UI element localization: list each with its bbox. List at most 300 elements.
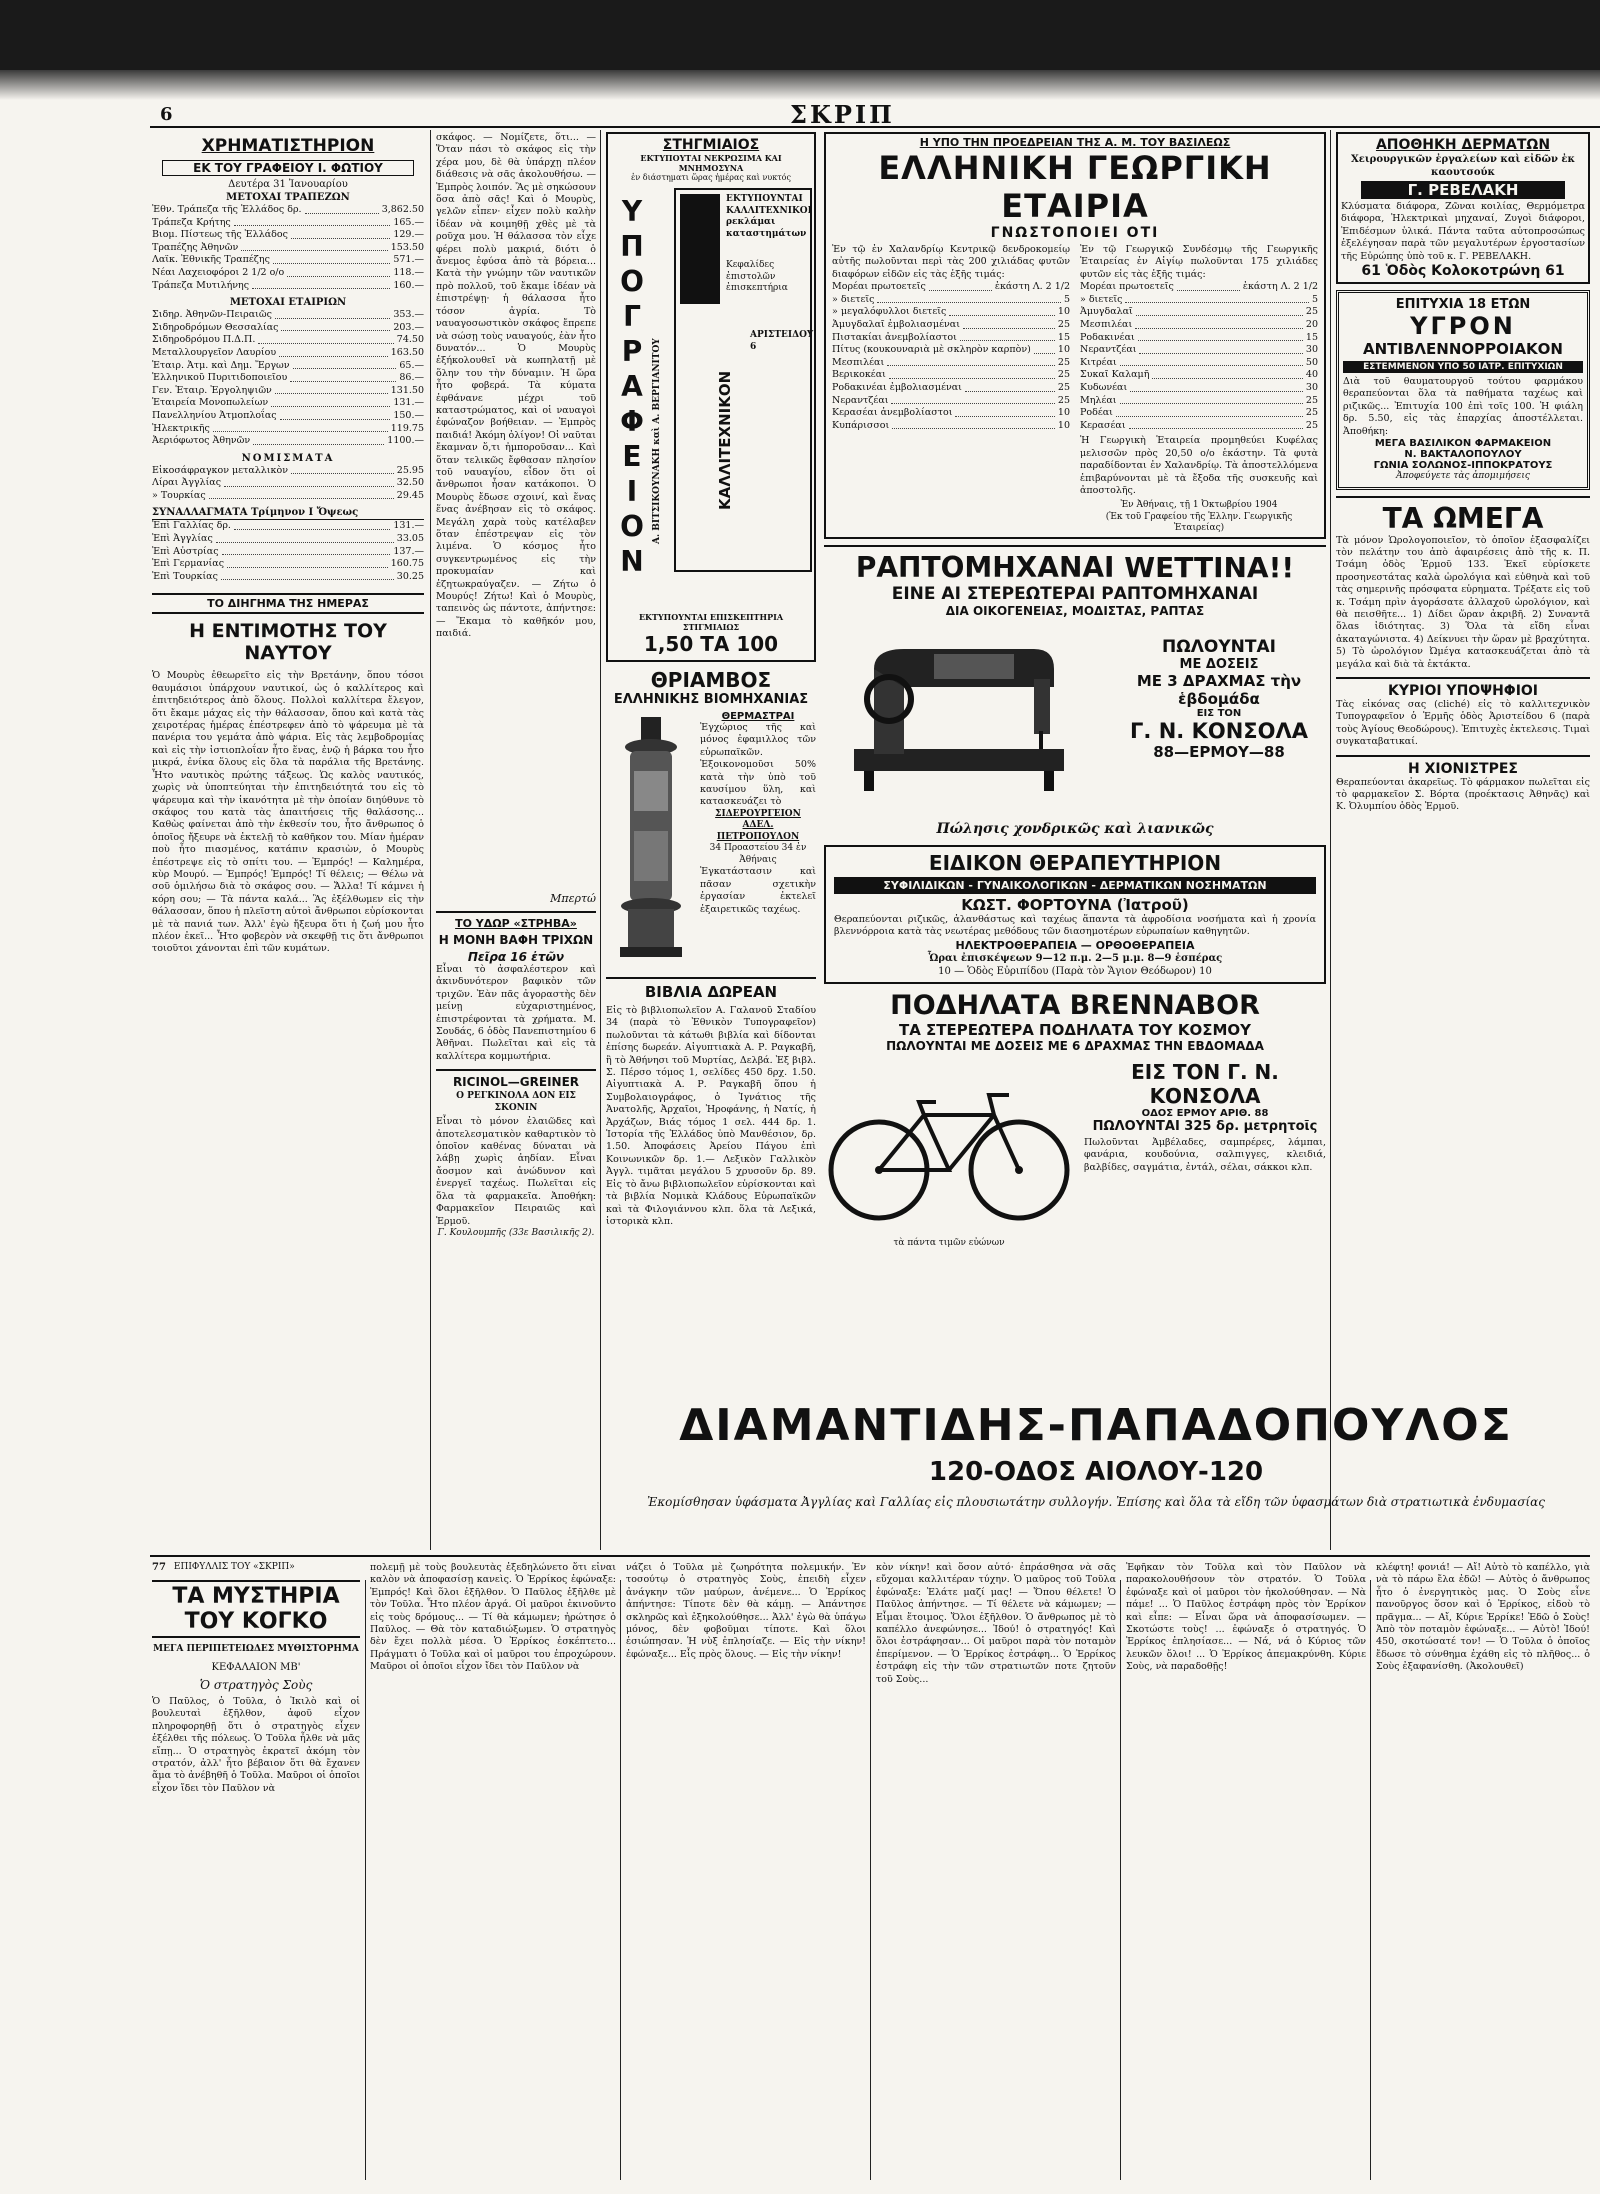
diamantidis-ad (606, 1400, 1586, 1552)
bicycles-shop: ΕΙΣ ΤΟΝ Γ. Ν. ΚΟΝΣΟΛΑ (1131, 1059, 1279, 1108)
company-row (152, 423, 424, 436)
bicycles-footer: τὰ πάντα τιμῶν εὐώνων (893, 1238, 1005, 1249)
hair-dye-experience: Πεῖρα 16 ἐτῶν (467, 950, 565, 964)
leader-dots (287, 267, 390, 277)
plant-price-row-name: » διετεῖς (832, 293, 875, 305)
coins-title: ΝΟΜΙΣΜΑΤΑ (241, 452, 335, 464)
leader-dots (965, 382, 1055, 392)
plant-price-row (1080, 407, 1318, 420)
bicycles-text: Πωλοῦνται Ἀμβέλαδες, σαμπρέρες, λάμπαι, φανάρια, κουδούνια, σαλπιγγες, κλειδιά, βαλβίδες, σαγμάτια, ἐντάλ, σέλαι, σάκκοι κλπ. (1084, 1136, 1326, 1173)
fx-row-name: Ἐπὶ Γερμανίας (152, 558, 225, 570)
leader-dots (889, 369, 1055, 379)
agri-left-intro: Ἐν τῷ ἐν Χαλανδρίῳ Κεντρικῷ δενδροκομείῳ αὐτῆς πωλοῦνται περὶ τὰς 200 χιλιάδας φυτῶν διαφόρων εἰδῶν εἰς τὰς ἑξῆς τιμάς: (832, 244, 1070, 280)
company-row-name: Ἑλληνικοῦ Πυριτιδοποιεῖου (152, 372, 288, 384)
leader-dots (1125, 294, 1309, 304)
printing-big-word: ΚΑΛΛΙΤΕΧΝΙΚΟΝ (716, 370, 734, 510)
plant-price-row (832, 357, 1070, 370)
serial-column-3 (626, 1562, 866, 2182)
plant-price-row-value: 10 (1057, 407, 1070, 419)
leader-dots (258, 334, 393, 344)
bank-row (152, 204, 424, 217)
leader-dots (891, 395, 1054, 405)
surgical-sub: Χειρουργικῶν ἐργαλείων καὶ εἰδῶν ἐκ καουτσούκ (1351, 154, 1575, 178)
company-row-value: 131.— (393, 397, 424, 409)
antiblennorrhea-ad (1336, 290, 1590, 490)
serial-sub: ΜΕΓΑ ΠΕΡΙΠΕΤΕΙΩΔΕΣ ΜΥΘΙΣΤΟΡΗΜΑ (153, 1643, 359, 1654)
clinic-sub: ΣΥΦΙΛΙΔΙΚΩΝ - ΓΥΝΑΙΚΟΛΟΓΙΚΩΝ - ΔΕΡΜΑΤΙΚΩΝ ΝΟΣΗΜΑΤΩΝ (834, 877, 1316, 894)
plant-price-row-name: Κιτρέαι (1080, 356, 1117, 368)
company-row-name: Ἠλεκτρικῆς (152, 422, 210, 434)
company-row-value: 1100.— (387, 435, 424, 447)
surgical-store-ad (1336, 132, 1590, 284)
leader-dots (929, 281, 992, 291)
leader-dots (1129, 420, 1303, 430)
coin-row-value: 29.45 (396, 489, 424, 501)
leader-dots (290, 372, 396, 382)
banks-table (152, 204, 424, 292)
printing-owners: Α. ΒΙΤΣΙΚΟΥΝΑΚΗ καὶ Α. ΒΕΡΓΙΑΝΙΤΟΥ (652, 338, 662, 544)
plant-price-row-name: Νεραντζέαι (1080, 344, 1137, 356)
plant-price-row-value: 15 (1305, 331, 1318, 343)
surgical-title: ΑΠΟΘΗΚΗ ΔΕΡΜΑΤΩΝ (1375, 137, 1551, 153)
plant-price-row (1080, 319, 1318, 332)
company-row-name: Πανελληνίου Ἀτμοπλοΐας (152, 409, 277, 421)
ricinol-text: Εἶναι τὸ μόνον ἐλαιῶδες καὶ ἀποτελεσματικὸν καθαρτικὸν τὸ ὁποῖον καθένας δύναται νὰ λάβῃ χωρὶς ἀηδίαν. Εἶναι ἄοσμον καὶ ἀνώδυνον καὶ ἐνεργεῖ ταχέως. Πωλεῖται εἰς ὅλα τὰ φαρμακεῖα. Ἀποθήκη: Φαρμακεῖον Πειραιῶς καὶ Ἑρμοῦ. (436, 1116, 596, 1227)
plant-price-row-name: » διετεῖς (1080, 293, 1123, 305)
sewing-address: 88—ΕΡΜΟΥ—88 (1153, 742, 1285, 761)
plant-price-row (1080, 382, 1318, 395)
column-rule (1370, 1580, 1371, 2180)
anti-note: Ἀποφεύγετε τὰς ἀπομιμήσεις (1396, 471, 1530, 482)
company-row (152, 397, 424, 410)
anti-address: ΓΩΝΙΑ ΣΟΛΩΝΟΣ-ΙΠΠΟΚΡΑΤΟΥΣ (1373, 460, 1553, 472)
company-row (152, 435, 424, 448)
plant-price-row (1080, 420, 1318, 433)
plant-price-row-value: 25 (1057, 381, 1070, 393)
coin-row-name: Λίραι Ἀγγλίας (152, 477, 222, 489)
leader-dots (1116, 407, 1303, 417)
omega-ad (1336, 496, 1590, 671)
scan-top-band (0, 0, 1600, 100)
company-row-name: Σιδηροδρόμου Π.Δ.Π. (152, 334, 256, 346)
books-title: ΒΙΒΛΙΑ ΔΩΡΕΑΝ (644, 983, 778, 1001)
column-rule (620, 1580, 621, 2180)
serial-text-5: Ἐφῆκαν τὸν Τοῦλα καὶ τὸν Παῦλον νὰ παρακολουθήσουν τὸν στρατόν. Ὁ Τοῦλα ἐφώναξε καὶ οἱ μαῦροι τὸν ἠκολούθησαν. — Νὰ πάμε! ... Ὁ Παῦλος ἐστράφη πρὸς τὸν Ἐρρίκον καὶ εἶπε: — Εἶναι ὥρα νὰ ἀποφασίσωμεν. — Σκοτώστε τοὺς! ... ἐφώναξε ὁ στρατηγός. Ὁ Ἐρρίκος ἐπλησίασε... — Νά, νά ὁ Κύριος τῶν λευκῶν ὅλοι! ... Ὁ Ἐρρίκος ἀπεμακρύνθη. Κύριε Σοὺς, νὰ παραδοθῇς! (1126, 1562, 1366, 1673)
leader-dots (960, 332, 1055, 342)
company-row (152, 309, 424, 322)
diamantidis-address: 120-ΟΔΟΣ ΑΙΟΛΟΥ-120 (928, 1457, 1264, 1487)
coin-row (152, 490, 424, 503)
plant-price-row-name: Κυδωνέαι (1080, 381, 1128, 393)
company-row (152, 347, 424, 360)
diamantidis-title: ΔΙΑΜΑΝΤΙΔΗΣ-ΠΑΠΑΔΟΠΟΥΛΟΣ (679, 1400, 1513, 1451)
fx-row-value: 30.25 (396, 570, 424, 582)
fx-row-name: Ἐπὶ Ἀγγλίας (152, 533, 213, 545)
agri-sub: ΓΝΩΣΤΟΠΟΙΕΙ ΟΤΙ (990, 225, 1160, 241)
leader-dots (892, 420, 1055, 430)
ads-center-column (824, 132, 1326, 1402)
stock-exchange-column (152, 132, 424, 1552)
bank-row-value: 118.— (393, 266, 424, 278)
sewing-price: ΜΕ 3 ΔΡΑΧΜΑΣ τὴν ἑβδομάδα (1136, 671, 1302, 708)
bank-row (152, 242, 424, 255)
candidates-title: ΚΥΡΙΟΙ ΥΠΟΨΗΦΙΟΙ (1387, 683, 1539, 700)
fx-table (152, 520, 424, 583)
company-row-name: Ἀεριόφωτος Ἀθηνῶν (152, 435, 251, 447)
leader-dots (949, 306, 1055, 316)
plant-price-row (1080, 357, 1318, 370)
bank-row-name: Ἐθν. Τράπεζα τῆς Ἑλλάδος δρ. (152, 204, 302, 215)
fx-row (152, 546, 424, 559)
plant-price-row-name: Μηλέαι (1080, 394, 1117, 406)
fx-row (152, 533, 424, 546)
company-row-name: Ἑταιρεία Μονοπωλείων (152, 397, 269, 409)
fx-row (152, 571, 424, 584)
plant-price-row (832, 294, 1070, 307)
plant-price-row-value: ἑκάστη Λ. 2 1/2 (1242, 281, 1318, 293)
plant-price-row-value: 25 (1057, 319, 1070, 330)
leader-dots (252, 280, 390, 290)
story-banner: ΤΟ ΔΙΗΓΗΜΑ ΤΗΣ ΗΜΕΡΑΣ (152, 593, 424, 614)
bank-row-name: Λαϊκ. Ἐθνικῆς Τραπέζης (152, 254, 270, 266)
column-rule (365, 1580, 366, 2180)
leader-dots (1138, 332, 1303, 342)
plant-price-row-value: 5 (1063, 293, 1070, 305)
leader-dots (291, 465, 394, 475)
plant-price-row-name: Ροδακινέαι (1080, 331, 1135, 343)
fx-title: ΣΥΝΑΛΛΑΓΜΑΤΑ Τρίμηνον Ι Ὄψεως (152, 506, 424, 520)
anti-owner: Ν. ΒΑΚΤΑΛΟΠΟΥΛΟΥ (1404, 449, 1522, 461)
vertical-letter: Ι (626, 475, 638, 508)
bank-row-value: 160.— (393, 279, 424, 291)
stoves-sub: ΕΛΛΗΝΙΚΗΣ ΒΙΟΜΗΧΑΝΙΑΣ (613, 692, 809, 707)
plant-price-row-name: Ἀμυγδαλαῖ (1080, 306, 1133, 318)
plant-price-row-name: Βερικοκέαι (832, 369, 886, 381)
column-rule (600, 130, 601, 1550)
company-row-name: Ἑταιρ. Ἀτμ. καὶ Δημ. Ἔργων (152, 359, 290, 371)
chilblains-title: Η ΧΙΟΝΙΣΤΡΕΣ (1408, 760, 1518, 777)
hair-dye-ad (436, 911, 596, 1063)
anti-name: ΥΓΡΟΝ (1410, 312, 1516, 341)
anti-sub: ΑΝΤΙΒΛΕΝΝΟΡΡΟΙΑΚΟΝ (1363, 340, 1563, 359)
leader-dots (293, 360, 397, 370)
leader-dots (1130, 382, 1303, 392)
plant-price-row-name: Μεσπιλέαι (832, 356, 885, 368)
candidates-text: Τὰς εἰκόνας σας (cliché) εἰς τὸ καλλιτεχνικὸν Τυπογραφεῖον ὁ Ἑρμῆς ὁδὸς Ἀριστείδου 6 (παρὰ τοὺς Ἁγίους Θεοδώρους). Ἐπιτυχὲς ἐκτελεσις. Τιμαὶ συγκαταβατικαί. (1336, 699, 1590, 748)
serial-text-6: κλέφτη! φονιά! — Αἴ! Αὐτὸ τὸ καπέλλο, γιὰ νὰ τὸ πάρω ἔλα ἐδῶ! — Αὐτὸς ὁ ἄνθρωπος ἦτο ὁ ἐνεργητικὸς μας. Ὁ Σοὺς εἶνε πανοῦργος ὅσον καὶ ὁ Ἐρρίκος, εἰδοὺ τὸ πρᾶγμα... — Αἴ, Κύριε Ἐρρίκε! Ἐδῶ ὁ Σοὺς! Ἀπὸ τὸν ποταμὸν ἐφώναξε... — Αὐτὸ! Ἰδού! 450, σκοτώσατέ τον! — Ὁ Τοῦλα ὁ ὁποῖος ἔδωσε τὸ σύνθημα ἐχάθη εἰς τὸ πλῆθος... ὁ Σοὺς ἐξαφανίσθη. (Ἀκολουθεῖ) (1376, 1562, 1590, 1673)
clinic-title: ΕΙΔΙΚΟΝ ΘΕΡΑΠΕΥΤΗΡΙΟΝ (928, 850, 1222, 875)
story-continuation-column (436, 132, 596, 1552)
company-row (152, 322, 424, 335)
plant-price-row-value: 25 (1057, 394, 1070, 406)
leader-dots (275, 309, 390, 319)
plant-price-row-name: Πίτυς (κουκουναριὰ μὲ σκληρὸν καρπὸν) (832, 344, 1031, 356)
hair-dye-title: ΤΟ ΥΔΩΡ «ΣΤΡΗΒΑ» (455, 917, 577, 930)
stoves-end: Ἐγκατάστασιν καὶ πᾶσαν σχετικὴν ἐργασίαν ἐκτελεῖ ἐξαιρετικῶς ταχέως. (700, 866, 816, 915)
agri-title: ΕΛΛΗΝΙΚΗ ΓΕΩΡΓΙΚΗ ΕΤΑΙΡΙΑ (878, 149, 1272, 225)
plant-price-row-name: Ροδακινέαι ἐμβολιασμέναι (832, 381, 962, 393)
plant-price-row-value: ἑκάστη Λ. 2 1/2 (994, 281, 1070, 293)
coins-table (152, 465, 424, 503)
plant-price-row (832, 420, 1070, 433)
fx-row-value: 33.05 (396, 533, 424, 545)
leader-dots (221, 571, 394, 581)
fx-row-name: Ἐπὶ Αὐστρίας (152, 545, 219, 557)
clinic-doctor: ΚΩΣΤ. ΦΟΡΤΟΥΝΑ (Ἰατροῦ) (961, 895, 1189, 914)
sewing-machines-ad (824, 545, 1326, 841)
sewing-sub2: ΔΙΑ ΟΙΚΟΓΕΝΕΙΑΣ, ΜΟΔΙΣΤΑΣ, ΡΑΠΤΑΣ (945, 603, 1205, 618)
plant-price-row (1080, 294, 1318, 307)
company-row (152, 372, 424, 385)
company-row (152, 360, 424, 373)
plant-price-row-value: 5 (1311, 293, 1318, 305)
plant-price-row-value: 10 (1057, 419, 1070, 431)
leader-dots (1120, 395, 1303, 405)
masthead: ΣΚΡΙΠ (790, 100, 895, 129)
company-row-value: 131.50 (390, 384, 424, 396)
stove-illustration (606, 711, 696, 971)
printing-inner2: Κεφαλίδες ἐπιστολῶν ἐπισκεπτήρια (726, 260, 788, 293)
plant-price-row (1080, 306, 1318, 319)
plant-price-row-name: Ροδέαι (1080, 407, 1113, 419)
plant-price-row-value: 20 (1305, 319, 1318, 330)
ricinol-title: RICINOL—GREINER (452, 1075, 580, 1090)
leader-dots (279, 347, 388, 357)
serial-header: ΕΠΙΦΥΛΛΙΣ ΤΟΥ «ΣΚΡΙΠ» (173, 1562, 295, 1572)
leader-dots (275, 385, 388, 395)
chilblains-text: Θεραπεύονται ἀκαρεῖως. Τὸ φάρμακον πωλεῖται εἰς τὸ φαρμακεῖον Σ. Βόρτα (προέκτασις Ἀθηνᾶς) καὶ Κ. Ὀλυμπίου ὁδὸς Ἑρμοῦ. (1336, 776, 1590, 813)
plant-price-row-value: 25 (1305, 407, 1318, 419)
plant-price-row-name: Μορέαι πρωτοετεῖς (1080, 281, 1174, 293)
plant-price-row (1080, 332, 1318, 345)
plant-price-row (832, 319, 1070, 332)
stoves-text: Ἐγχώριος τῆς καὶ μόνος ἐφαμιλλος τῶν εὐρωπαϊκῶν. Ἐξοικονομοῦσι 50% κατὰ τὴν ὑπὸ τοῦ καυσίμου ὕλη, καὶ κατασκευάζει τὸ (700, 722, 816, 808)
bicycles-title: ΠΟΔΗΛΑΤΑ BRENNABOR (890, 989, 1260, 1021)
bank-row-name: Τράπεζα Μυτιλήνης (152, 279, 250, 291)
vertical-letter: Φ (620, 405, 644, 438)
plant-price-row-value: 30 (1305, 344, 1318, 356)
plant-price-row-name: Ἀμυγδαλαῖ ἐμβολιασμέναι (832, 319, 960, 330)
plant-price-row (1080, 281, 1318, 294)
plant-price-row-value: 25 (1305, 394, 1318, 406)
plant-price-row-name: Συκαῖ Καλαμῆ (1080, 369, 1150, 381)
feuilleton-rule (150, 1555, 1590, 1557)
candidates-ad (1336, 677, 1590, 749)
leader-dots (305, 204, 379, 214)
stock-date: Δευτέρα 31 Ἰανουαρίου (228, 179, 348, 190)
plant-price-row-name: Μορέαι πρωτοετεῖς (832, 281, 926, 293)
agri-banner: Η ΥΠΟ ΤΗΝ ΠΡΟΕΔΡΕΙΑΝ ΤΗΣ Α. Μ. ΤΟΥ ΒΑΣΙΛΕΩΣ (919, 136, 1231, 149)
coin-row-name: Εἰκοσάφραγκον μεταλλικὸν (152, 464, 288, 476)
agri-right-prices (1080, 281, 1318, 432)
ricinol-sub: Ο ΡΕΓΚΙΝΟΛΑ ΔΟΝ ΕΙΣ ΣΚΟΝΙΝ (456, 1091, 576, 1113)
stock-source: ΕΚ ΤΟΥ ΓΡΑΦΕΙΟΥ Ι. ΦΩΤΙΟΥ (162, 160, 414, 176)
hair-dye-text: Εἶναι τὸ ἀσφαλέστερον καὶ ἀκινδυνότερον βαφικὸν τῶν τριχῶν. Ἐὰν πᾶς ἀγοραστὴς δὲν μείνῃ εὐχαριστημένος, ἐπιστρέφονται τὰ χρήματα. Μ. Σουδάς, 6 ὁδὸς Πανεπιστημίου 6 Ἀθῆναι. Πωλεῖται καὶ εἰς τὰ καλλίτερα κομμωτήρια. (436, 964, 596, 1062)
plant-price-row-value: 10 (1057, 306, 1070, 318)
bicycles-sub2: ΠΩΛΟΥΝΤΑΙ ΜΕ ΔΟΣΕΙΣ ΜΕ 6 ΔΡΑΧΜΑΣ ΤΗΝ ΕΒΔΟΜΑΔΑ (886, 1038, 1264, 1053)
plant-price-row-value: 30 (1305, 381, 1318, 393)
company-row-value: 163.50 (390, 346, 424, 358)
leader-dots (234, 217, 391, 227)
serial-number: 77 (152, 1562, 166, 1573)
bank-row (152, 229, 424, 242)
ads-right-column (1336, 132, 1590, 1397)
bank-row (152, 280, 424, 293)
column-rule (1120, 1580, 1121, 2180)
printing-sub: ΕΚΤΥΠΟΥΤΑΙ ΝΕΚΡΩΣΙΜΑ ΚΑΙ ΜΝΗΜΟΣΥΝΑ (640, 153, 782, 173)
leader-dots (1136, 306, 1303, 316)
clinic-ad (824, 845, 1326, 984)
coin-row-name: » Τουρκίας (152, 489, 206, 501)
column-rule (430, 130, 431, 1550)
fx-row (152, 558, 424, 571)
printing-vertical-word (614, 194, 650, 579)
leader-dots (955, 407, 1054, 417)
bicycles-sub: ΤΑ ΣΤΕΡΕΩΤΕΡΑ ΠΟΔΗΛΑΤΑ ΤΟΥ ΚΟΣΜΟΥ (898, 1020, 1252, 1039)
bicycles-address: ΟΔΟΣ ΕΡΜΟΥ ΑΡΙΘ. 88 (1141, 1107, 1269, 1119)
sewing-terms: ΜΕ ΔΟΣΕΙΣ (1179, 656, 1259, 672)
coin-row-value: 25.95 (396, 464, 424, 476)
leader-dots (963, 319, 1055, 329)
printing-inner-box (674, 188, 812, 572)
anti-shop: ΜΕΓΑ ΒΑΣΙΛΙΚΟΝ ΦΑΡΜΑΚΕΙΟΝ (1374, 438, 1552, 450)
company-row (152, 410, 424, 423)
bank-row-name: Τραπέζης Ἀθηνῶν (152, 241, 239, 253)
plant-price-row-value: 10 (1057, 344, 1070, 356)
bank-row-value: 165.— (393, 216, 424, 228)
hair-dye-sub: Η ΜΟΝΗ ΒΑΦΗ ΤΡΙΧΩΝ (438, 933, 594, 947)
plant-price-row (1080, 369, 1318, 382)
agricultural-society-ad (824, 132, 1326, 539)
company-row-value: 86.— (399, 372, 424, 384)
column-rule (1330, 130, 1331, 1550)
page-number: 6 (160, 104, 173, 125)
story-author: Μπερτώ (550, 892, 596, 905)
clinic-electro: ΗΛΕΚΤΡΟΘΕΡΑΠΕΙΑ — ΟΡΘΟΘΕΡΑΠΕΙΑ (955, 938, 1195, 952)
company-row (152, 385, 424, 398)
printing-address: ΑΡΙΣΤΕΙΔΟΥ 6 (750, 330, 814, 352)
stoves-address: 34 Προαστείου 34 ἐν Ἀθήναις (709, 843, 807, 865)
clinic-address: 10 — Ὁδὸς Εὐριπίδου (Παρὰ τὸν Ἅγιον Θεόδωρον) 10 (938, 965, 1212, 977)
leader-dots (241, 242, 387, 252)
column-rule (870, 1580, 871, 2180)
serial-column-5 (1126, 1562, 1366, 2182)
fx-row-name: Ἐπὶ Γαλλίας δρ. (152, 520, 231, 532)
leader-dots (222, 546, 391, 556)
plant-price-row (832, 344, 1070, 357)
omega-title: ΤΑ ΩΜΕΓΑ (1382, 501, 1544, 535)
surgical-text: Κλύσματα διάφορα, Ζῶναι κοιλίας, Θερμόμετρα διάφορα, Ἠλεκτρικαὶ μηχαναί, Ζυγοὶ διάφοροι, Ἐπιδέσμων ὑλικά. Πάντα ταῦτα αὐτοπροσώπως ἐξελέγησαν παρὰ τῶν μεγαλυτέρων ἐργοστασίων τῆς Εὐρώπης ὑπὸ τοῦ κ. Γ. ΡΕΒΕΛΑΚΗ. (1341, 201, 1585, 262)
company-row-name: Σιδηρ. Ἀθηνῶν-Πειραιῶς (152, 309, 272, 321)
printing-footer: ΕΚΤΥΠΟΥΝΤΑΙ ΕΠΙΣΚΕΠΤΗΡΙΑ ΣΤΙΓΜΙΑΙΩΣ (638, 612, 784, 632)
plant-price-row-name: Κερασέαι (1080, 419, 1126, 431)
plant-price-row-name: Νεραντζέαι (832, 394, 889, 406)
printing-column (606, 132, 816, 1552)
sewing-shop: Γ. Ν. ΚΟΝΣΟΛΑ (1130, 718, 1308, 743)
vertical-letter: Π (620, 230, 644, 263)
serial-text-3: νάζει ὁ Τοῦλα μὲ ζωηρότητα πολεμικήν. Ἐν τοσούτῳ ὁ στρατηγὸς Σοὺς, ἐπειδὴ εἶχεν ἀνάγκην τῶν μαύρων, ἀνέμενε... Ὁ Ἐρρίκος ἀπήντησε: Τίποτε δὲν θὰ κάμῃ. — Ἀπάντησε σκληρῶς καὶ ἐξηκολούθησε... Ἀλλ' ἐγὼ θὰ ὑπάγω μόνος, δὲν φοβοῦμαι τίποτε. Καὶ ὅλοι ἐσιώπησαν. Ἡ νὺξ ἐπλησίαζε. — Εἰς τὴν νίκην! ἐφώναξε... Εἶς πρὸς ὅλους. — Εἰς τὴν νίκην! (626, 1562, 866, 1660)
fx-row-name: Ἐπὶ Τουρκίας (152, 570, 218, 582)
leader-dots (273, 254, 390, 264)
plant-price-row-value: 50 (1305, 356, 1318, 368)
plant-price-row-value: 15 (1057, 331, 1070, 343)
plant-price-row-name: Μεσπιλέαι (1080, 319, 1133, 330)
vertical-letter: Α (621, 370, 643, 403)
leader-dots (253, 435, 384, 445)
leader-dots (1135, 319, 1303, 329)
plant-price-row (832, 306, 1070, 319)
leader-dots (271, 397, 390, 407)
bank-row (152, 217, 424, 230)
vertical-letter: Ο (620, 510, 644, 543)
anti-text: Διὰ τοῦ θαυματουργοῦ τούτου φαρμάκου θεραπεύονται ὅλα τὰ παθήματα ταχέως καὶ ριζικῶς... Ἐπιτυχία 100 ἐπὶ τοῖς 100. Ἡ φιάλη δρ. 5.50, εἰς τὰς ἐπαρχίας ἀποστέλλεται. Ἀποθήκη: (1343, 376, 1583, 437)
company-row-value: 150.— (393, 409, 424, 421)
plant-price-row (832, 395, 1070, 408)
surgical-name: Γ. ΡΕΒΕΛΑΚΗ (1361, 181, 1565, 199)
serial-chapter: ΚΕΦΑΛΑΙΟΝ ΜΒ' (211, 1662, 301, 1673)
bank-row-name: Νέαι Λαχειοφόροι 2 1/2 ο/ο (152, 266, 285, 278)
plant-price-row-value: 25 (1305, 419, 1318, 431)
serial-column-4 (876, 1562, 1116, 2182)
stoves-product: ΘΕΡΜΑΣΤΡΑΙ (721, 711, 795, 722)
plant-price-row-value: 25 (1057, 369, 1070, 381)
companies-table (152, 309, 424, 448)
diamantidis-text: Ἐκομίσθησαν ὑφάσματα Ἀγγλίας καὶ Γαλλίας εἰς πλουσιωτάτην συλλογήν. Ἐπίσης καὶ ὅλα τὰ εἴδη τῶν ὑφασμάτων διὰ στρατιωτικὰ ἐνδυμασίας (647, 1495, 1545, 1509)
company-row-value: 74.50 (396, 334, 424, 346)
plant-price-row-name: Κερασέαι ἀνεμβολίαστοι (832, 407, 953, 419)
bank-row-value: 129.— (393, 229, 424, 241)
leader-dots (1139, 344, 1302, 354)
leader-dots (1120, 357, 1303, 367)
coin-row (152, 477, 424, 490)
plant-price-row-name: Πιστακίαι ἀνεμβολίαστοι (832, 331, 957, 343)
anti-banner: ΕΣΤΕΜΜΕΝΟΝ ΥΠΟ 50 ΙΑΤΡ. ΕΠΙΤΥΧΙΩΝ (1343, 361, 1583, 373)
bank-row (152, 267, 424, 280)
leader-dots (216, 533, 394, 543)
plant-price-row-name: Κυπάρισσοι (832, 419, 890, 431)
agri-right-intro: Ἐν τῷ Γεωργικῷ Συνδέσμῳ τῆς Γεωργικῆς Ἑταιρείας ἐν Αἰγίῳ πωλοῦνται 175 χιλιάδες φυτῶν εἰς τὰς ἑξῆς τιμάς: (1080, 244, 1318, 280)
clinic-hours: Ὧραι ἐπισκέψεων 9—12 π.μ. 2—5 μ.μ. 8—9 ἑσπέρας (927, 952, 1223, 964)
plant-price-row (832, 407, 1070, 420)
anti-title: ΕΠΙΤΥΧΙΑ 18 ΕΤΩΝ (1395, 297, 1531, 313)
leader-dots (213, 423, 388, 433)
companies-title: ΜΕΤΟΧΑΙ ΕΤΑΙΡΙΩΝ (229, 297, 347, 309)
sewing-at: ΕΙΣ ΤΟΝ (1196, 707, 1242, 719)
plant-price-row-value: 25 (1057, 356, 1070, 368)
stoves-title: ΘΡΙΑΜΒΟΣ (650, 668, 772, 692)
serial-title: ΤΑ ΜΥΣΤΗΡΙΑ ΤΟΥ ΚΟΓΚΟ (152, 1580, 360, 1638)
plant-price-row-value: 25 (1305, 306, 1318, 318)
printing-sub2: ἐν διάστηματι ὥρας ἡμέρας καὶ νυκτός (631, 173, 791, 182)
serial-column-6 (1376, 1562, 1590, 2182)
sewing-footer: Πώλησις χονδρικῶς καὶ λιανικῶς (936, 820, 1214, 837)
bank-row-name: Βιομ. Πίστεως τῆς Ἑλλάδος (152, 229, 288, 241)
leader-dots (887, 357, 1055, 367)
leader-dots (877, 294, 1061, 304)
serial-chapter-title: Ὁ στρατηγὸς Σοὺς (199, 1678, 313, 1692)
story-continuation: σκάφος. — Νομίζετε, ὅτι... — Ὅταν πάσι τὸ σκάφος εἰς τὴν χέρα μου, δὲ θὰ ὑπάρχῃ πλέον διάθεσις νὰ σᾶς ἀκολουθήσω. — Ἐμπρὸς λοιπόν. Ἂς μὲ σηκώσουν ὅσα ἀπὸ σᾶς! Καὶ ὁ Μουρὺς, γελῶν εἶπεν· εἶχεν πολὺ καλὴν ἰδέαν νὰ κοιμηθῇ χθὲς μὲ τὰ ροῦχα μου. Ἡ θάλασσα τὸν εἶχε φέρει πολὺ μακριά, διότι ὁ ἄνεμος ἐφύσα ἀπὸ τὰ βόρεια... Κατὰ τὴν γνώμην τῶν ναυτικῶν πρὸ πολλοῦ, τοῦ ἔκαμε ἰδέαν νὰ ἐπιστρέψῃ· ἡ θάλασσα ἦτο τόσον ἀγρία. Τὸ ναυαγοσωστικὸν σκάφος ἔπρεπε νὰ σώσῃ τοὺς ναυαγούς, ἐὰν ἦτο δυνατόν... Ὁ Μουρὺς ἐξήκολουθεῖ νὰ κωπηλατῇ μὲ ὅλην του τὴν δύναμιν. Ἡ ὥρα ἦτο φοβερά. Τὰ κύματα ἐφθάνανε μέχρι τοῦ καταστρώματος, καὶ οἱ ναυαγοὶ ἐφώναζον βοήθειαν. — Ἐμπρὸς παιδιά! Ἀκόμη ὀλίγον! Οἱ ναῦται ἔκαμναν ὅ,τι ἠμποροῦσαν... Καὶ ὅταν τελικῶς ἔφθασαν πλησίον τοῦ ναυαγίου, εἶδον ὅτι οἱ ἄνθρωποι ἦσαν κατάκοποι. Ὁ Μουρὺς ἔδωσε σχοινί, καὶ ἕνας ἕνας ἀνέβησαν εἰς τὸ σκάφος. Μεγάλη χαρὰ τοὺς κατέλαβεν ὅταν ἐπέστρεψαν εἰς τὸν λιμένα. Ὁ κόσμος ἦτο συγκεντρωμένος εἰς τὴν προκυμαίαν καὶ ἐζητωκραύγαζεν. — Ζήτω ὁ Μουρύς! Ζήτω! Καὶ ὁ Μουρὺς, ταπεινὸς ὡς πάντοτε, ἀπήντησε: — Ἔκαμα τὸ καθῆκόν μου, παιδιά. (436, 132, 596, 640)
chilblains-ad (1336, 755, 1590, 814)
bank-row-name: Τράπεζα Κρήτης (152, 216, 231, 228)
printing-inner1: ΕΚΤΥΠΟΥΝΤΑΙ ΚΑΛΛΙΤΕΧΝΙΚΟΙ ρεκλάμαι καταστημάτων (726, 194, 812, 239)
leader-dots (234, 520, 390, 530)
company-row-value: 203.— (393, 321, 424, 333)
stoves-shop: ΣΙΔΕΡΟΥΡΓΕΙΟΝ ΑΔΕΛ. ΠΕΤΡΟΠΟΥΛΟΝ (715, 808, 801, 842)
bank-row (152, 254, 424, 267)
plant-price-row (832, 332, 1070, 345)
company-row (152, 334, 424, 347)
letter-k-block (680, 194, 720, 304)
